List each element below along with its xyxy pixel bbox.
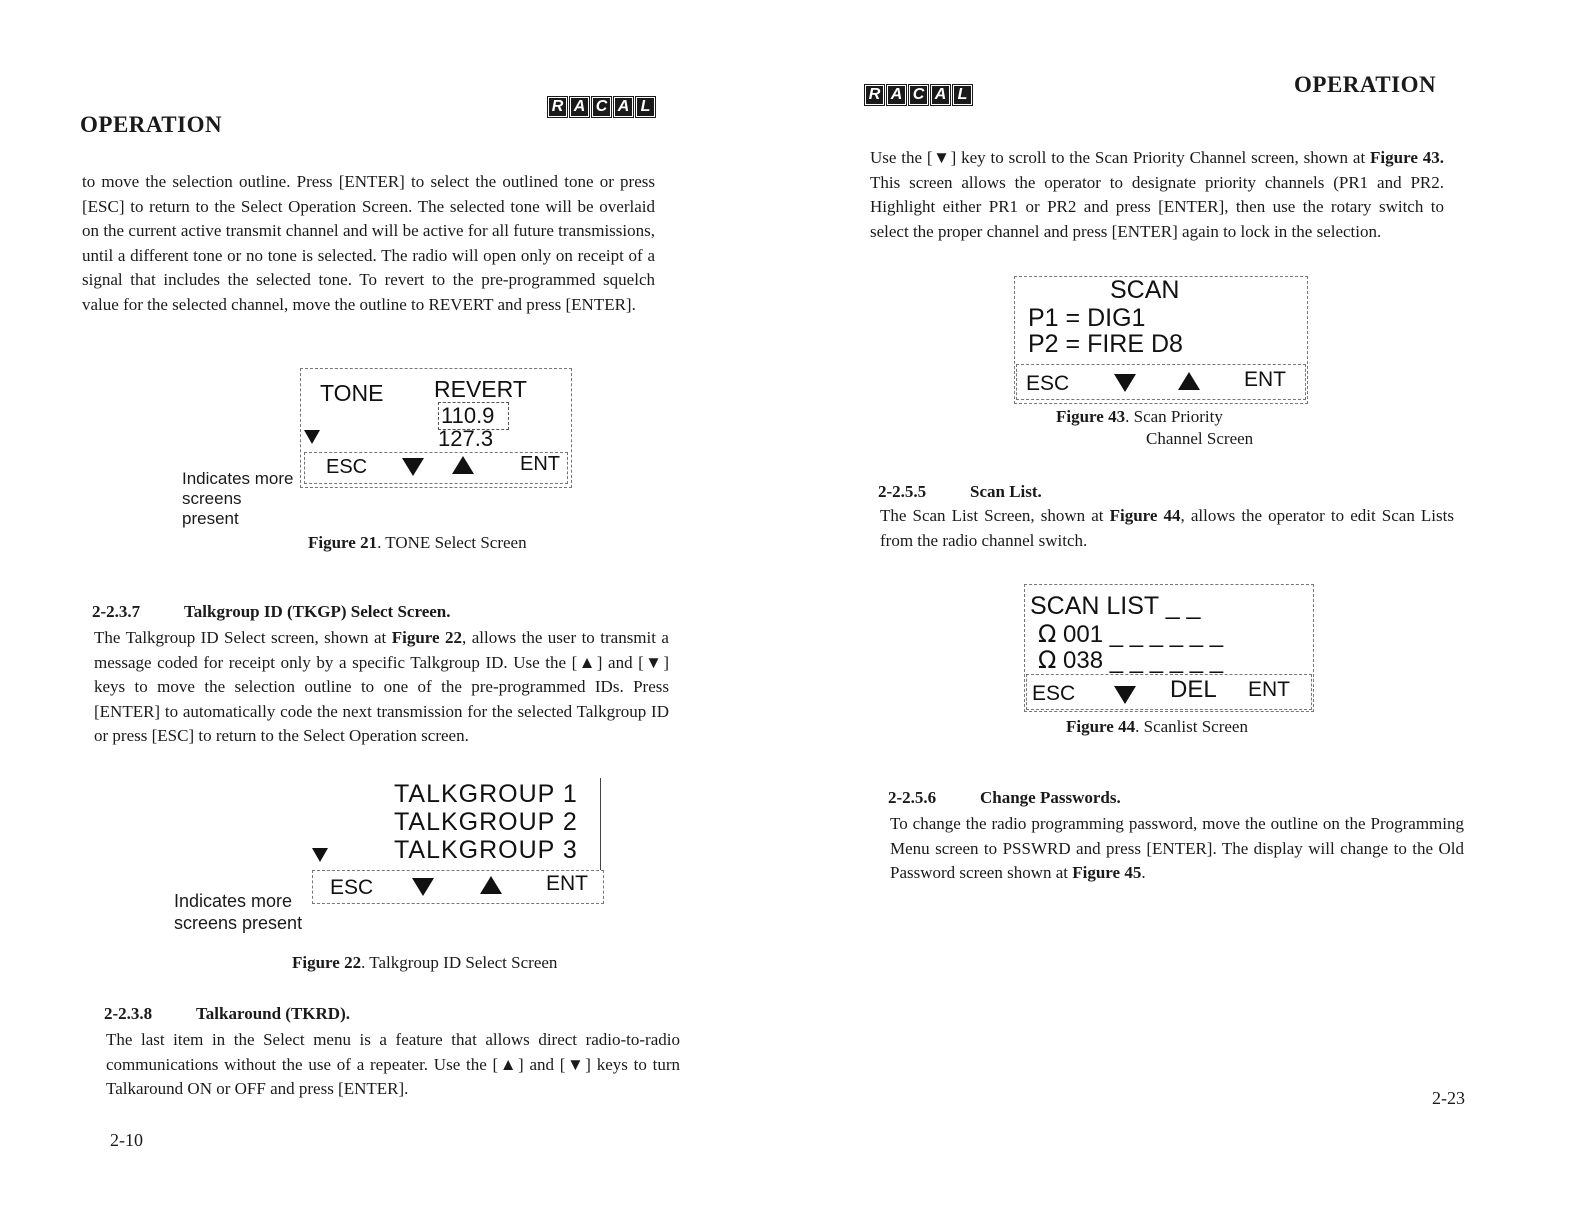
talkaround-paragraph: The last item in the Select menu is a feature that allows direct radio-to-radio communications without the use of a repeater. Use the [▲] and [▼] keys to turn Talkaround ON or OFF and press [ENTER]. [106, 1030, 680, 1098]
logo-letter: R [864, 84, 885, 106]
figure-43-caption-line2: Channel Screen [1146, 429, 1254, 448]
del-softkey: DEL [1170, 676, 1217, 703]
section-number: 2-2.3.8 [104, 1004, 153, 1023]
figure-ref: Figure 45 [1072, 863, 1142, 882]
ent-softkey: ENT [546, 872, 588, 895]
figure-21-caption [308, 532, 527, 554]
scan-list-paragraph [880, 504, 1454, 553]
down-arrow-icon [1114, 686, 1136, 710]
logo-letter: C [591, 96, 612, 118]
logo-letter: C [908, 84, 929, 106]
tone-title: TONE [320, 380, 384, 406]
text: , allows the user to transmit a message coded for receipt only by a specific Talkgroup ID. Use the [▲] and [▼] keys to move the selection outline to one of the pre-programmed IDs. Press [ENTER] to automatically code the next transmission for the selected Talkgroup ID or press [ESC] to return to the Select Operation screen. [94, 628, 669, 745]
caption-text: . Talkgroup ID Select Screen [361, 953, 558, 972]
section-title: Talkaround (TKRD). [196, 1004, 350, 1023]
page-number: 2-23 [1432, 1088, 1465, 1108]
caption-text: . Scanlist Screen [1135, 717, 1248, 736]
caption-text: . TONE Select Screen [377, 533, 527, 552]
up-arrow-icon [1178, 372, 1200, 396]
talkgroup-row-2: TALKGROUP 2 [394, 808, 578, 836]
racal-logo [547, 96, 656, 118]
logo-letter: L [635, 96, 656, 118]
scanlist-screen [1024, 584, 1316, 716]
section-heading [104, 1004, 350, 1024]
caption-label: Figure 44 [1066, 717, 1136, 736]
logo-letter: L [952, 84, 973, 106]
section-number: 2-2.3.7 [92, 602, 141, 621]
scanlist-title: SCAN LIST _ _ [1030, 592, 1201, 620]
revert-option: REVERT [434, 376, 527, 402]
ent-softkey: ENT [1248, 678, 1290, 701]
figure-44-caption [1066, 716, 1248, 738]
section-heading [92, 602, 451, 622]
logo-letter: A [886, 84, 907, 106]
scan-entry-text: 001 _ _ _ _ _ _ [1063, 621, 1224, 648]
logo-letter: A [613, 96, 634, 118]
ent-softkey: ENT [520, 453, 560, 475]
logo-letter: R [547, 96, 568, 118]
caption-text: . Scan Priority [1125, 407, 1223, 426]
text: To change the radio programming password, move the outline on the Programming Menu screen to PSSWRD and press [ENTER]. The display will change to the Old Password screen shown at [890, 814, 1464, 882]
caption-label: Figure 22 [292, 953, 362, 972]
caption-label: Figure 21 [308, 533, 378, 552]
racal-logo [864, 84, 973, 106]
figure-22-caption [292, 952, 557, 974]
down-arrow-icon [402, 458, 424, 482]
text: The Talkgroup ID Select screen, shown at [94, 628, 392, 647]
change-password-paragraph [890, 812, 1464, 886]
more-screens-note: Indicates more screens present [174, 891, 303, 933]
scan-entry-text: 038 _ _ _ _ _ _ [1063, 647, 1224, 674]
scan-priority-paragraph [870, 146, 1444, 244]
text: . [1141, 863, 1146, 882]
page-number: 2-10 [110, 1130, 143, 1150]
tone-select-screen [300, 368, 572, 490]
figure-ref: Figure 44 [1109, 506, 1181, 525]
more-screens-arrow-icon [304, 430, 320, 449]
section-title: Talkgroup ID (TKGP) Select Screen. [184, 602, 451, 621]
esc-softkey: ESC [326, 456, 368, 478]
logo-letter: A [569, 96, 590, 118]
scanlist-row-2 [1038, 646, 1223, 675]
text: , allows the operator to edit Scan Lists from the radio channel switch. [880, 506, 1454, 550]
down-arrow-icon [1114, 374, 1136, 398]
scan-priority-screen [1014, 276, 1310, 408]
section-heading [878, 482, 1042, 502]
talkgroup-paragraph [94, 626, 669, 749]
right-page [792, 0, 1584, 1224]
talkgroup-row-1: TALKGROUP 1 [394, 780, 578, 808]
tone-value-1: 110.9 [438, 402, 509, 430]
talkgroup-select-screen [306, 778, 606, 908]
text: Use the [▼] key to scroll to the Scan Priority Channel screen, shown at [870, 148, 1371, 167]
more-screens-note: Indicates more screens present [182, 469, 294, 528]
figure-ref: Figure 43. [1370, 148, 1444, 167]
section-number: 2-2.5.5 [878, 482, 927, 501]
esc-softkey: ESC [330, 876, 374, 899]
intro-paragraph: to move the selection outline. Press [ENTER] to select the outlined tone or press [ESC] to return to the Select Operation Screen. The selected tone will be overlaid on the current active transmit channel and will be active for all future transmissions, until a different tone or no tone is selected. The radio will open only on receipt of a signal that includes the selected tone. To revert to the pre-programmed squelch value for the selected channel, move the outline to REVERT and press [ENTER]. [82, 172, 655, 314]
esc-softkey: ESC [1032, 682, 1076, 705]
section-heading [888, 788, 1121, 808]
figure-43-caption [1056, 406, 1223, 428]
ent-softkey: ENT [1244, 368, 1286, 391]
talkgroup-row-3: TALKGROUP 3 [394, 836, 578, 864]
text: The Scan List Screen, shown at [880, 506, 1110, 525]
up-arrow-icon [452, 456, 474, 480]
page-header: OPERATION [80, 112, 223, 137]
caption-label: Figure 43 [1056, 407, 1126, 426]
page-header: OPERATION [1294, 72, 1437, 97]
figure-ref: Figure 22 [391, 628, 463, 647]
section-number: 2-2.5.6 [888, 788, 937, 807]
priority-1: P1 = DIG1 [1028, 304, 1146, 332]
more-screens-arrow-icon [312, 848, 328, 867]
tone-value-2: 127.3 [438, 426, 494, 451]
section-title: Change Passwords. [980, 788, 1121, 807]
scan-title: SCAN [1110, 276, 1180, 304]
scan-entry-icon: Ω [1038, 620, 1057, 648]
section-title: Scan List. [970, 482, 1042, 501]
screen-edge [600, 778, 601, 870]
down-arrow-icon [412, 878, 434, 902]
logo-letter: A [930, 84, 951, 106]
scanlist-row-1 [1038, 620, 1223, 649]
text: This screen allows the operator to designate priority channels (PR1 and PR2. Highlight either PR1 or PR2 and press [ENTER], then use the rotary switch to select the proper channel and press [ENTER] again to lock in the selection. [870, 172, 1444, 241]
esc-softkey: ESC [1026, 372, 1070, 395]
scan-entry-icon: Ω [1038, 646, 1057, 674]
up-arrow-icon [480, 876, 502, 900]
priority-2: P2 = FIRE D8 [1028, 330, 1183, 358]
